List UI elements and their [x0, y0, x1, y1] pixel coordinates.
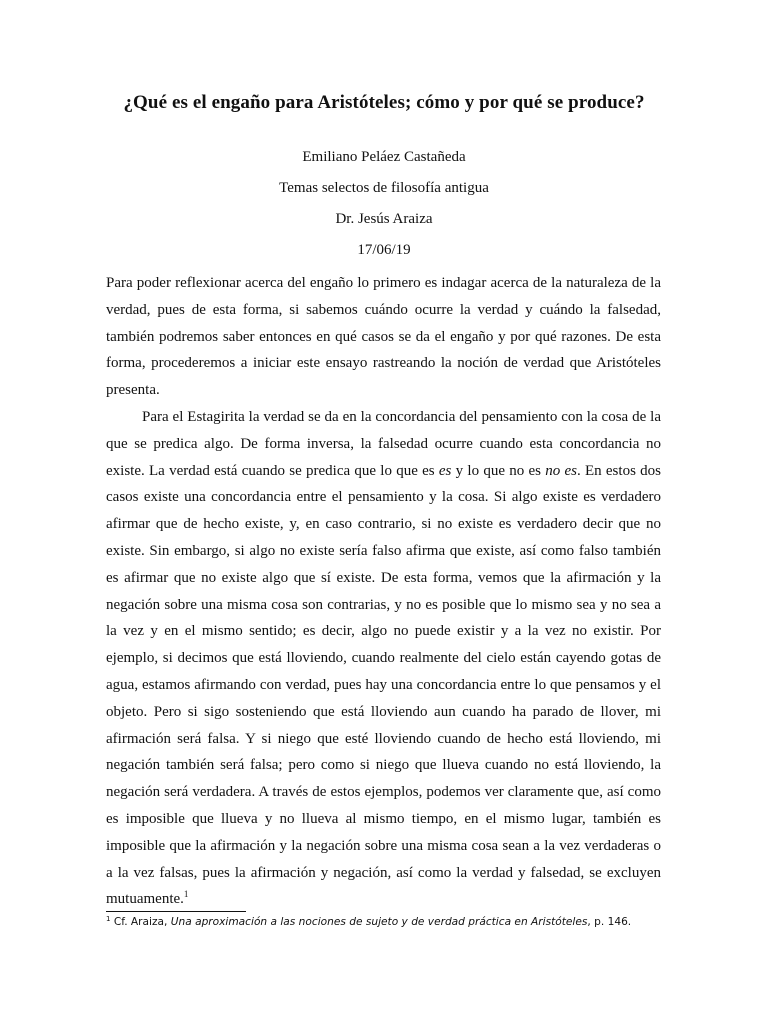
essay-body — [106, 270, 661, 913]
footnote-work-title: Una aproximación a las nociones de sujeto y de verdad práctica en Aristóteles — [170, 916, 588, 928]
professor-name: Dr. Jesús Araiza — [335, 211, 433, 227]
paragraph-1: Para poder reflexionar acerca del engaño lo primero es indagar acerca de la naturaleza de la verdad, pues de esta forma, si sabemos cuándo ocurre la verdad y cuándo la falsedad, también podremos saber entonces en qué casos se da el engaño y por qué razones. De esta forma, procederemos a iniciar este ensayo rastreando la noción de verdad que Aristóteles presenta. — [106, 275, 661, 399]
paragraph-2-text-1: Para el Estagirita la verdad se da en la concordancia del pensamiento con la cosa de la que se predica algo. De forma inversa, la falsedad ocurre cuando esta concordancia no existe. La verdad está cuando se predica que lo que es — [106, 408, 661, 479]
footnote-separator — [106, 911, 246, 912]
document-date: 17/06/19 — [357, 242, 411, 258]
footnote-prefix: Cf. Araiza, — [113, 916, 171, 928]
paragraph-2 — [106, 404, 661, 913]
emphasis-no-es: no es — [545, 462, 577, 479]
footnote-suffix: , p. 146. — [587, 916, 632, 928]
paragraph-2-text-2: y lo que no es — [451, 462, 546, 479]
paragraph-2-text-3: . En estos dos casos existe una concordancia entre el pensamiento y la cosa. Si algo existe es verdadero afirmar que de hecho existe, y, en caso contrario, si no existe es verdadero decir que no existe. Sin embargo, si algo no existe sería falso afirma que existe, así como falso también es afirmar que no existe algo que sí existe. De esta forma, vemos que la afirmación y la negación sobre una misma cosa son contrarias, y no es posible que lo mismo sea y no sea a la vez y en el mismo sentido; es decir, algo no puede existir y a la vez no existir. Por ejemplo, si decimos que está lloviendo, cuando realmente del cielo están cayendo gotas de agua, estamos afirmando con verdad, pues hay una concordancia entre lo que pensamos y el objeto. Pero si sigo sosteniendo que está lloviendo aun cuando ha parado de llover, mi afirmación será falsa. Y si niego que esté lloviendo cuando de hecho está lloviendo, mi negación también será falsa; pero como si niego que llueva cuando no está lloviendo, la negación será verdadera. A través de estos ejemplos, podemos ver claramente que, así como es imposible que llueva y no llueva al mismo tiempo, en el mismo lugar, también es imposible que la afirmación y la negación sobre una misma cosa sean a la vez verdaderas o a la vez falsas, pues la afirmación y negación, así como la verdad y falsedad, se excluyen mutuamente. — [106, 462, 661, 908]
footnote-number: 1 — [106, 915, 111, 923]
course-name: Temas selectos de filosofía antigua — [279, 180, 489, 196]
document-title: ¿Qué es el engaño para Aristóteles; cómo y por qué se produce? — [123, 92, 645, 113]
emphasis-es: es — [438, 462, 452, 479]
footnote — [106, 916, 631, 928]
author-name: Emiliano Peláez Castañeda — [302, 149, 466, 165]
footnote-reference[interactable]: 1 — [183, 889, 189, 900]
